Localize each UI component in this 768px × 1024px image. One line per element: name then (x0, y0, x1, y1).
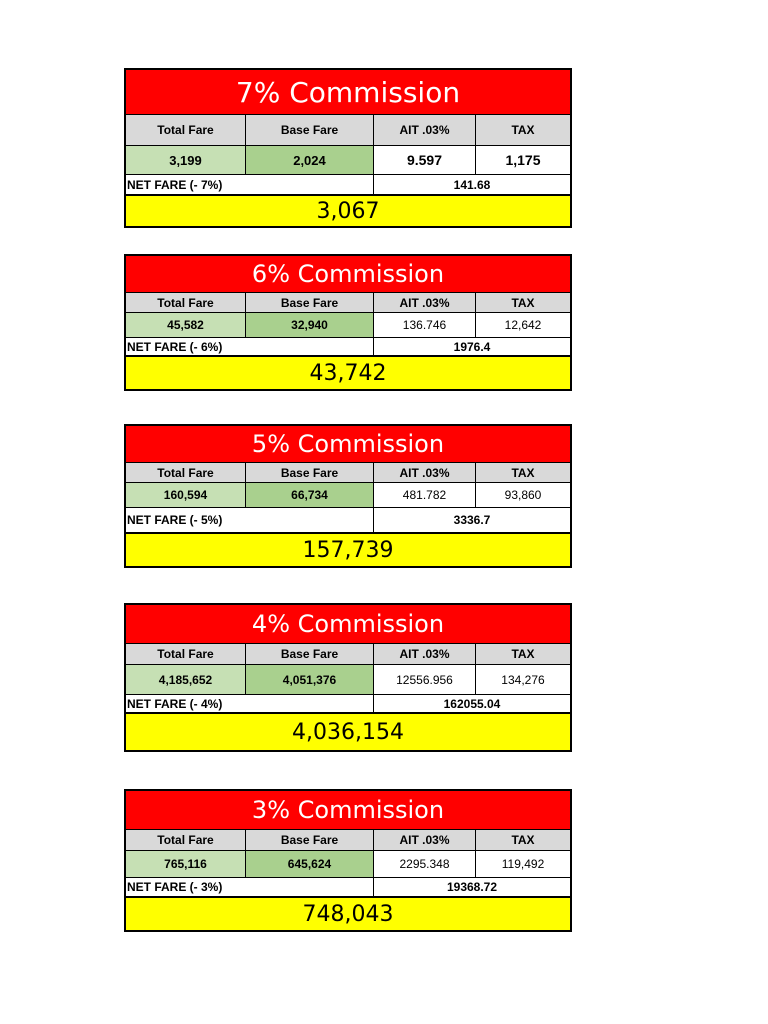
header-base-fare: Base Fare (246, 293, 374, 312)
commission-block-5 (124, 424, 572, 568)
tax-value: 1,175 (505, 152, 541, 168)
ait-value: 12556.956 (374, 665, 476, 694)
net-fare-value: 3336.7 (453, 513, 491, 527)
header-base-fare: Base Fare (246, 463, 374, 482)
final-amount: 748,043 (126, 898, 570, 930)
header-tax: TAX (476, 830, 570, 850)
base-fare-value: 2,024 (246, 146, 374, 174)
header-tax: TAX (476, 463, 570, 482)
header-tax: TAX (476, 644, 570, 664)
header-ait: AIT .03% (374, 115, 476, 145)
block-title: 4% Commission (126, 605, 570, 644)
net-fare-value: 19368.72 (446, 880, 498, 894)
base-fare-value: 32,940 (246, 313, 374, 337)
base-fare-value: 645,624 (246, 851, 374, 877)
header-tax: TAX (476, 115, 570, 145)
header-ait: AIT .03% (374, 293, 476, 312)
tax-value: 119,492 (501, 857, 545, 871)
header-tax: TAX (476, 293, 570, 312)
tax-value: 93,860 (504, 488, 542, 502)
commission-block-4 (124, 603, 572, 752)
ait-value: 9.597 (374, 146, 476, 174)
block-title: 6% Commission (126, 256, 570, 293)
net-fare-label: NET FARE (- 5%) (126, 508, 374, 532)
commission-block-3 (124, 789, 572, 932)
final-amount: 3,067 (126, 196, 570, 226)
net-fare-value: 162055.04 (443, 696, 501, 711)
block-title: 5% Commission (126, 426, 570, 463)
commission-block-6 (124, 254, 572, 391)
net-fare-label: NET FARE (- 4%) (126, 695, 374, 712)
block-title: 7% Commission (126, 70, 570, 115)
commission-block-7 (124, 68, 572, 228)
net-fare-label: NET FARE (- 6%) (126, 338, 374, 355)
final-amount: 4,036,154 (126, 714, 570, 750)
header-total-fare: Total Fare (126, 115, 246, 145)
header-base-fare: Base Fare (246, 115, 374, 145)
base-fare-value: 66,734 (246, 483, 374, 507)
final-amount: 43,742 (126, 357, 570, 389)
base-fare-value: 4,051,376 (246, 665, 374, 694)
ait-value: 2295.348 (374, 851, 476, 877)
total-fare-value: 160,594 (126, 483, 246, 507)
header-total-fare: Total Fare (126, 644, 246, 664)
header-ait: AIT .03% (374, 644, 476, 664)
header-total-fare: Total Fare (126, 293, 246, 312)
header-base-fare: Base Fare (246, 644, 374, 664)
net-fare-label: NET FARE (- 3%) (126, 878, 374, 896)
header-ait: AIT .03% (374, 830, 476, 850)
total-fare-value: 3,199 (126, 146, 246, 174)
block-title: 3% Commission (126, 791, 570, 830)
header-ait: AIT .03% (374, 463, 476, 482)
ait-value: 136.746 (374, 313, 476, 337)
net-fare-label: NET FARE (- 7%) (126, 175, 374, 194)
tax-value: 12,642 (504, 318, 542, 332)
final-amount: 157,739 (126, 534, 570, 566)
header-base-fare: Base Fare (246, 830, 374, 850)
net-fare-value: 1976.4 (453, 339, 491, 354)
ait-value: 481.782 (374, 483, 476, 507)
total-fare-value: 4,185,652 (126, 665, 246, 694)
header-total-fare: Total Fare (126, 830, 246, 850)
total-fare-value: 765,116 (126, 851, 246, 877)
header-total-fare: Total Fare (126, 463, 246, 482)
total-fare-value: 45,582 (126, 313, 246, 337)
tax-value: 134,276 (501, 672, 545, 687)
net-fare-value: 141.68 (453, 177, 491, 192)
